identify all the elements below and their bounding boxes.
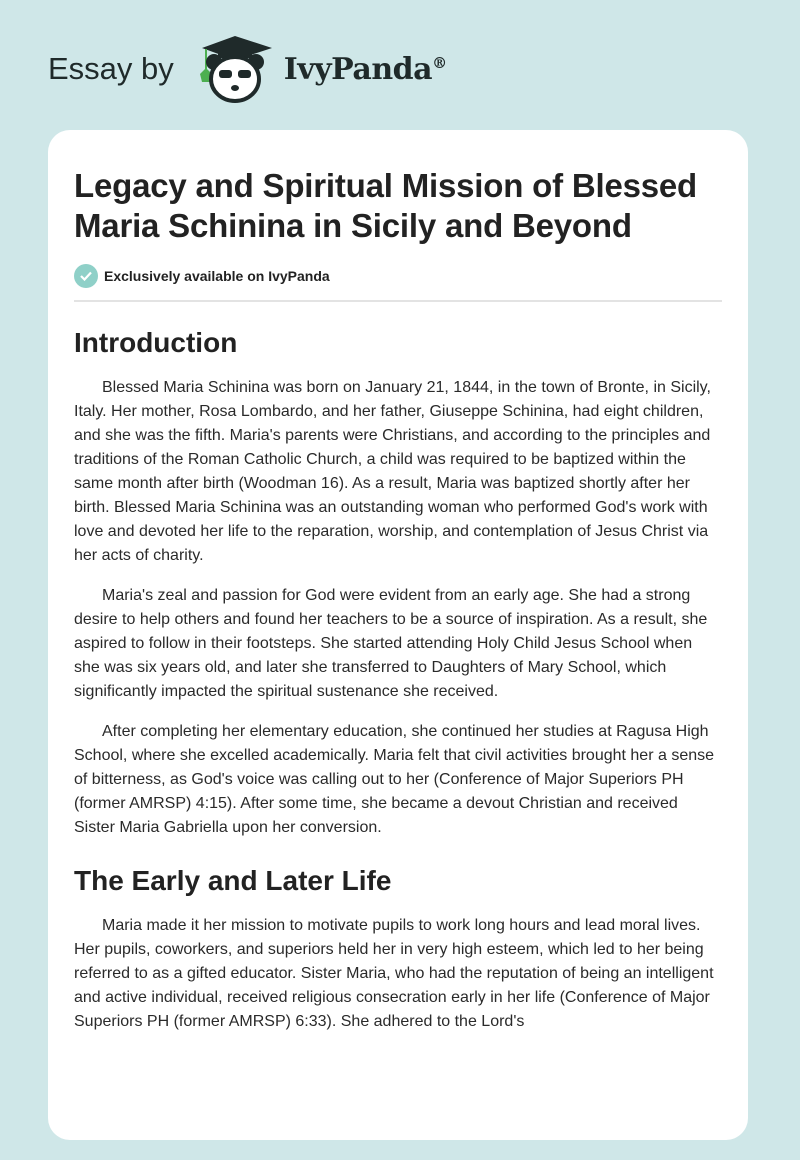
paragraph: Maria made it her mission to motivate pupils to work long hours and lead moral lives. Her pupils, coworkers, and superiors held her in very high esteem, which led to her being referred to as a gifted educator. Sister Maria, who had the reputation of being an intelligent and active individual, received religious consecration early in her life (Conference of Major Superiors PH (former AMRSP) 6:33). She adhered to the Lord's: [74, 917, 714, 1030]
site-header: [48, 34, 447, 104]
brand-name[interactable]: [284, 52, 447, 87]
section-heading: The Early and Later Life: [74, 865, 392, 896]
exclusive-badge: [74, 264, 722, 288]
badge-text: Exclusively available on IvyPanda: [104, 268, 330, 284]
paragraph: After completing her elementary education, she continued her studies at Ragusa High School, where she excelled academically. Maria felt that civil activities brought her a sense of bitterness, as God's voice was calling out to her (Conference of Major Superiors PH (former AMRSP) 4:15). After some time, she became a devout Christian and received Sister Maria Gabriella upon her conversion.: [74, 723, 715, 836]
check-icon: [74, 264, 98, 288]
paragraph: Blessed Maria Schinina was born on January 21, 1844, in the town of Bronte, in Sicily, Italy. Her mother, Rosa Lombardo, and her father, Giuseppe Schinina, had eight children, and she was the fifth. Maria's parents were Christians, and according to the principles and traditions of the Roman Catholic Church, a child was required to be baptized within the same month after birth (Woodman 16). As a result, Maria was baptized shortly after her birth. Blessed Maria Schinina was an outstanding woman who performed God's work with love and devoted her life to the reparation, worship, and contemplation of Jesus Christ via her acts of charity.: [74, 379, 711, 564]
registered-mark: ®: [432, 53, 447, 72]
paragraph: Maria's zeal and passion for God were evident from an early age. She had a strong desire to help others and found her teachers to be a source of inspiration. As a result, she aspired to follow in their footsteps. She started attending Holy Child Jesus School when she was six years old, and later she transferred to Daughters of Mary School, which significantly impacted the spiritual sustenance she received.: [74, 587, 708, 700]
divider: [74, 300, 722, 302]
essay-by-label: Essay by: [48, 51, 174, 86]
section-heading: Introduction: [74, 327, 238, 358]
ivypanda-logo-icon[interactable]: [192, 34, 278, 104]
essay-title: Legacy and Spiritual Mission of Blessed Maria Schinina in Sicily and Beyond: [74, 167, 698, 244]
brand-text: IvyPanda: [283, 51, 433, 87]
essay-card: [48, 130, 748, 1140]
